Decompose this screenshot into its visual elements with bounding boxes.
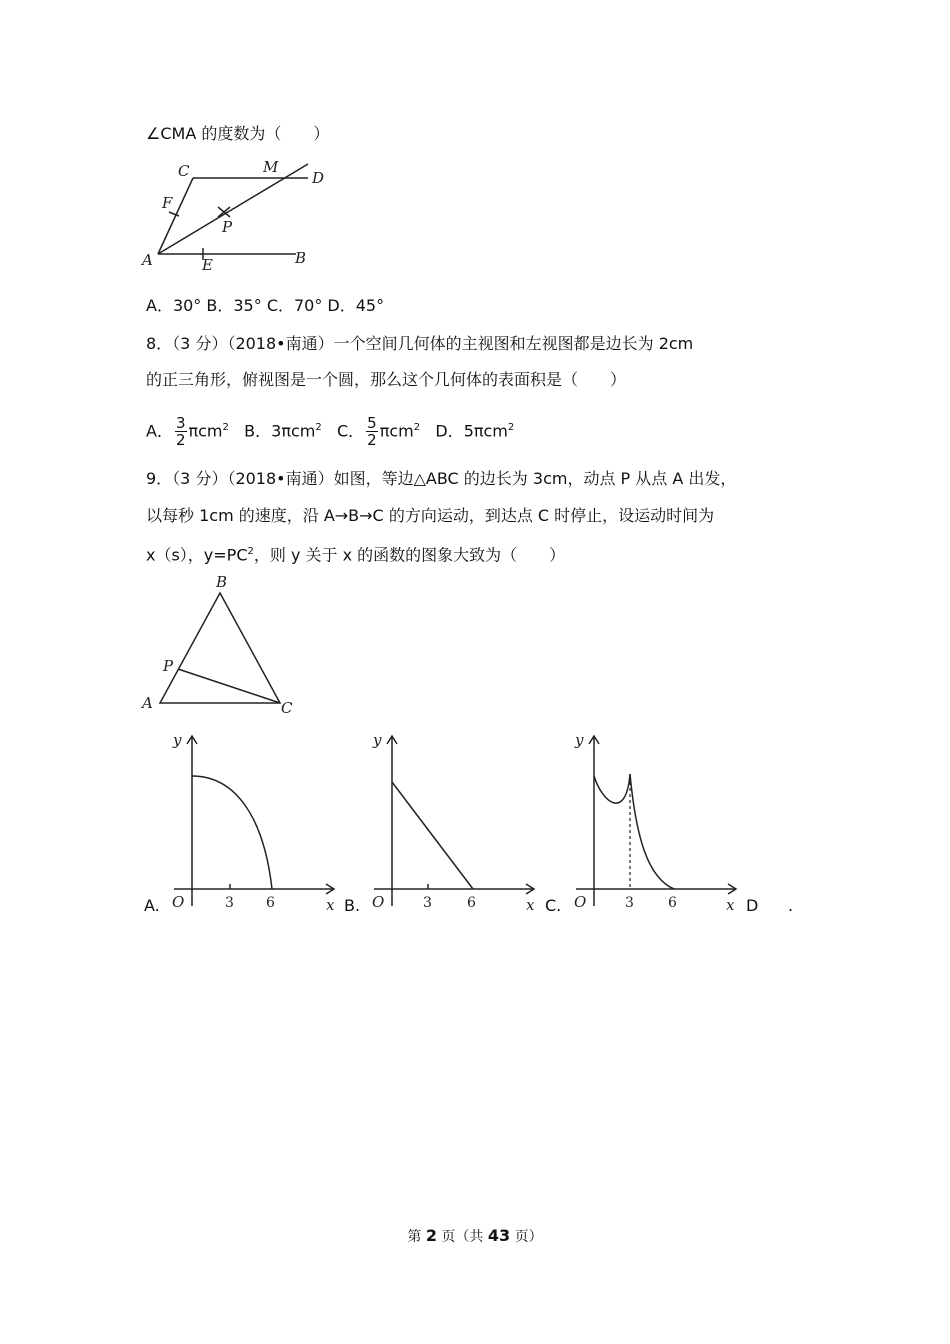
q9-line3: x（s），$y=PC^2$，则 y 关于 x 的函数的图象大致为（ ）: [146, 545, 566, 565]
q9-graph-a: [166, 728, 344, 916]
q8-opt-d: D．5πcm: [435, 421, 508, 441]
svg-text:O: O: [372, 893, 385, 911]
q9-triangle-figure: [138, 570, 308, 720]
q8-opt-a-label: A．: [146, 421, 173, 441]
svg-text:O: O: [172, 893, 185, 911]
label-C: C: [281, 699, 293, 717]
q9-line2: 以每秒 1cm 的速度，沿 A→B→C 的方向运动，到达点 C 时停止，设运动时间为: [146, 506, 715, 525]
total-pages: 43: [487, 1226, 511, 1245]
svg-text:y: y: [373, 731, 382, 749]
svg-text:O: O: [574, 893, 587, 911]
page-number: 2: [425, 1226, 437, 1245]
q8-line1: 8．（3 分）（2018•南通）一个空间几何体的主视图和左视图都是边长为 2cm: [146, 334, 694, 353]
label-B: B: [295, 249, 307, 267]
label-E: E: [202, 256, 213, 274]
svg-text:3: 3: [423, 895, 432, 911]
label-F: F: [162, 194, 173, 212]
label-M: M: [263, 158, 279, 176]
page-footer: 第 2 页（共 43 页）: [407, 1226, 543, 1245]
q9-graph-c: [568, 728, 746, 916]
label-A: A: [142, 251, 153, 269]
q7-options: A．30° B．35° C．70° D．45°: [146, 296, 385, 315]
q8-line2: 的正三角形，俯视图是一个圆，那么这个几何体的表面积是（ ）: [146, 370, 627, 389]
svg-text:3: 3: [625, 895, 634, 911]
q9-option-d-dot: .: [788, 896, 794, 915]
svg-text:x: x: [726, 896, 735, 914]
svg-text:6: 6: [467, 895, 476, 911]
q8-opt-b: B．3πcm: [244, 421, 316, 441]
svg-text:x: x: [326, 896, 335, 914]
label-A: A: [142, 694, 153, 712]
label-B: B: [216, 573, 228, 591]
q9-graph-b: [366, 728, 544, 916]
q9-option-b-label: B.: [344, 896, 361, 915]
svg-text:x: x: [526, 896, 535, 914]
label-P: P: [163, 657, 174, 675]
q9-option-a-label: A.: [144, 896, 160, 915]
q8-opt-a-fraction: $\frac{3}{2}$: [175, 414, 186, 450]
q8-opt-c-fraction: $\frac{5}{2}$: [367, 414, 377, 450]
svg-text:6: 6: [668, 895, 677, 911]
label-P: P: [222, 218, 233, 236]
label-C: C: [178, 162, 190, 180]
q7-stem-tail: ∠CMA 的度数为（ ）: [146, 124, 330, 143]
label-D: D: [312, 169, 325, 187]
svg-text:6: 6: [266, 895, 275, 911]
q9-option-c-label: C.: [545, 896, 562, 915]
svg-text:3: 3: [225, 895, 234, 911]
q8-options: A． $\frac{3}{2}$ πcm$^2$ B．3πcm$^2$ C． $\frac{5}{2}$ πcm$^2$ D．5πcm$^2$: [146, 414, 515, 450]
q9-option-d-label: D: [746, 896, 759, 915]
q7-parallelogram-figure: [138, 152, 338, 277]
svg-text:y: y: [173, 731, 182, 749]
q8-opt-c-label: C．: [336, 421, 365, 441]
q9-line1: 9．（3 分）（2018•南通）如图，等边△ABC 的边长为 3cm，动点 P 从点 A 出发，: [146, 469, 737, 488]
svg-text:y: y: [575, 731, 584, 749]
